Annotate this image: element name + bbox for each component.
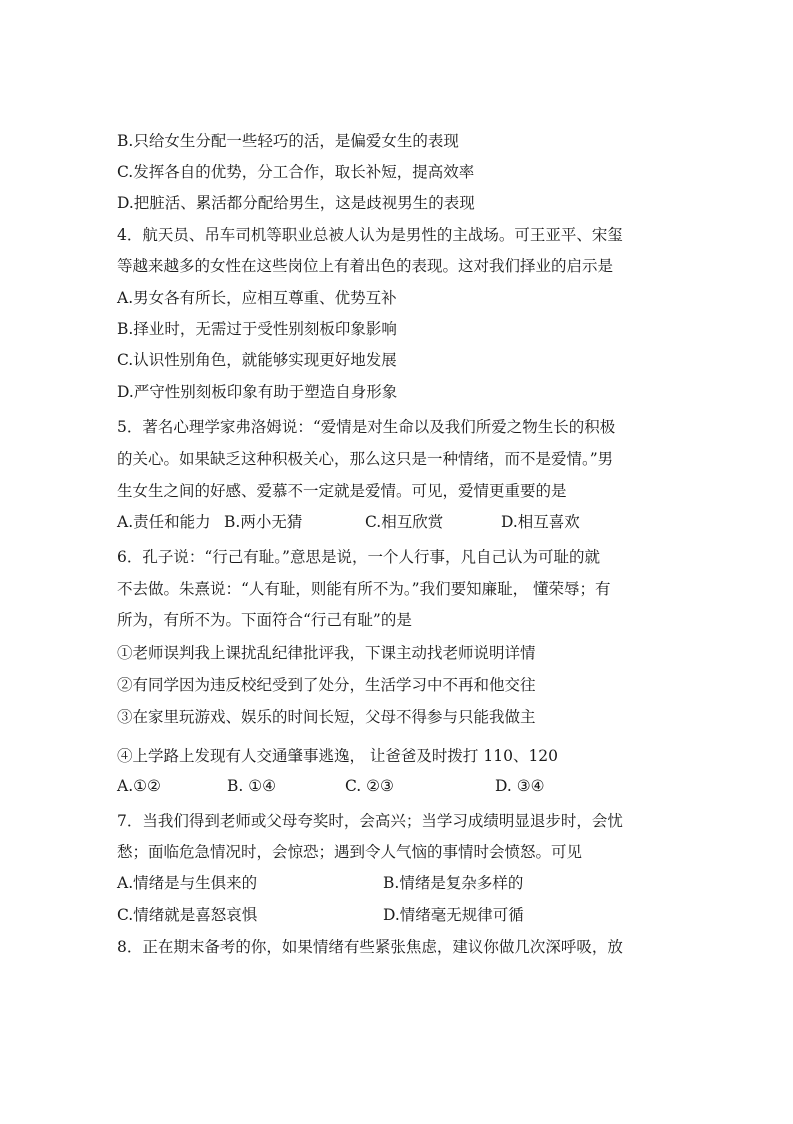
q3-option-d: D.把脏活、累活都分配给男生，这是歧视男生的表现 bbox=[117, 194, 475, 212]
q5-option-a: A.责任和能力 bbox=[117, 513, 211, 531]
q3-option-b: B.只给女生分配一些轻巧的活，是偏爱女生的表现 bbox=[117, 132, 459, 150]
q6-item-4: ④上学路上发现有人交通肇事逃逸， 让爸爸及时拨打 110、120 bbox=[117, 747, 559, 765]
q6-item-1: ①老师误判我上课扰乱纪律批评我，下课主动找老师说明详情 bbox=[117, 644, 536, 662]
q8-stem-line-1: 8．正在期末备考的你，如果情绪有些紧张焦虑，建议你做几次深呼吸，放 bbox=[117, 938, 623, 956]
q7-stem-line-1: 7．当我们得到老师或父母夸奖时，会高兴；当学习成绩明显退步时，会忧 bbox=[117, 812, 623, 830]
q7-option-c: C.情绪就是喜怒哀惧 bbox=[117, 906, 258, 924]
q3-option-c: C.发挥各自的优势，分工合作，取长补短，提高效率 bbox=[117, 163, 475, 181]
q6-item-2: ②有同学因为违反校纪受到了处分，生活学习中不再和他交往 bbox=[117, 676, 536, 694]
q7-option-a: A.情绪是与生俱来的 bbox=[117, 874, 258, 892]
q5-stem-line-1: 5．著名心理学家弗洛姆说：“爱情是对生命以及我们所爱之物生长的积极 bbox=[117, 418, 616, 436]
q5-option-c: C.相互欣赏 bbox=[365, 513, 444, 531]
q6-option-d: D. ③④ bbox=[495, 777, 545, 795]
q6-stem-line-3: 所为，有所不为。下面符合“行己有耻”的是 bbox=[117, 611, 412, 629]
q4-option-a: A.男女各有所长，应相互尊重、优势互补 bbox=[117, 289, 397, 307]
q6-option-c: C. ②③ bbox=[345, 777, 394, 795]
q5-stem-line-2: 的关心。如果缺乏这种积极关心，那么这只是一种情绪，而不是爱情。”男 bbox=[117, 450, 614, 468]
q7-stem-line-2: 愁；面临危急情况时，会惊恐；遇到令人气恼的事情时会愤怒。可见 bbox=[117, 843, 583, 861]
q5-stem-line-3: 生女生之间的好感、爱慕不一定就是爱情。可见，爱情更重要的是 bbox=[117, 482, 567, 500]
q5-option-d: D.相互喜欢 bbox=[501, 513, 580, 531]
q4-option-b: B.择业时，无需过于受性别刻板印象影响 bbox=[117, 320, 397, 338]
q4-option-d: D.严守性别刻板印象有助于塑造自身形象 bbox=[117, 383, 398, 401]
q6-item-3: ③在家里玩游戏、娱乐的时间长短，父母不得参与只能我做主 bbox=[117, 708, 536, 726]
q6-stem-line-2: 不去做。朱熹说：“人有耻，则能有所不为。”我们要知廉耻， 懂荣辱；有 bbox=[117, 580, 611, 598]
q4-stem-line-1: 4．航天员、吊车司机等职业总被人认为是男性的主战场。可王亚平、宋玺 bbox=[117, 226, 623, 244]
q6-stem-line-1: 6．孔子说：“行己有耻。”意思是说，一个人行事，凡自己认为可耻的就 bbox=[117, 548, 600, 566]
q7-option-b: B.情绪是复杂多样的 bbox=[383, 874, 524, 892]
q6-option-b: B. ①④ bbox=[227, 777, 277, 795]
q4-option-c: C.认识性别角色，就能够实现更好地发展 bbox=[117, 351, 397, 369]
q6-option-a: A.①② bbox=[117, 777, 161, 795]
q5-option-b: B.两小无猜 bbox=[224, 513, 303, 531]
q7-option-d: D.情绪毫无规律可循 bbox=[383, 906, 524, 924]
q4-stem-line-2: 等越来越多的女性在这些岗位上有着出色的表现。这对我们择业的启示是 bbox=[117, 257, 614, 275]
